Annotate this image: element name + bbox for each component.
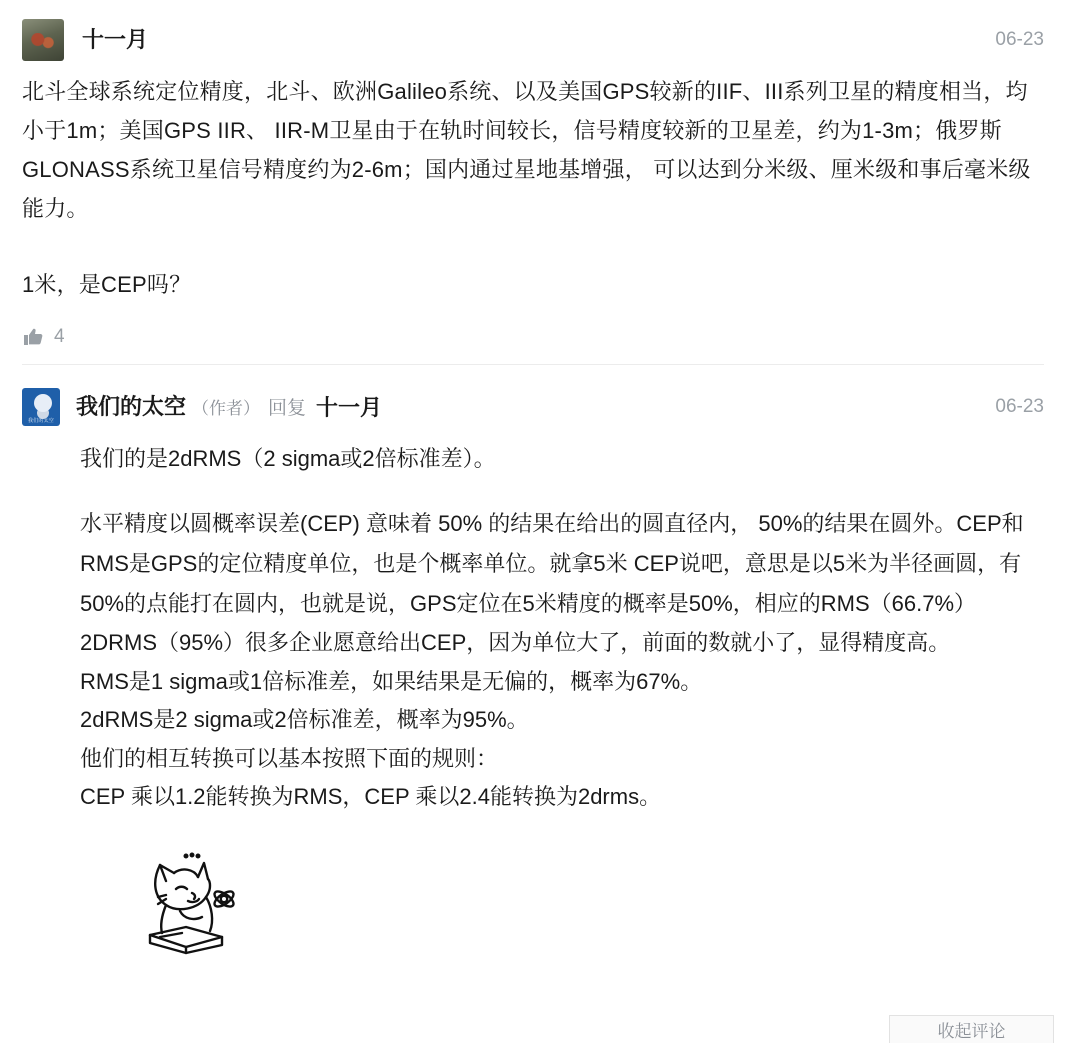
avatar[interactable]	[22, 388, 60, 426]
avatar[interactable]	[22, 19, 64, 61]
cat-reading-book-doodle	[136, 851, 256, 961]
comment-paragraph-2: 1米，是CEP吗？	[22, 271, 192, 297]
reply-paragraph-6: CEP 乘以1.2能转换为RMS，CEP 乘以2.4能转换为2drms。	[80, 784, 662, 810]
reply-target-name[interactable]: 十一月	[316, 395, 383, 421]
comment-paragraph-1: 北斗全球系统定位精度，北斗、欧洲Galileo系统、以及美国GPS较新的IIF、III系列卫星的精度相当，均小于1m；美国GPS IIR、 IIR-M卫星由于在轨时间较长，信号精度较新的卫星差，约为1-3m；俄罗斯GLONASS系统卫星信号精度约为2-6m；国内通过星地基增强， 可以达到分米级、厘米级和事后毫米级能力。	[22, 79, 1031, 222]
reply-label: 回复	[268, 398, 307, 420]
comment-date: 06-23	[995, 29, 1044, 50]
comment-author-name[interactable]: 十一月	[82, 27, 149, 52]
collapse-comments-button[interactable]	[889, 1015, 1054, 1043]
paragraph-spacer	[22, 229, 1044, 255]
reply-paragraph-1: 我们的是2dRMS（2 sigma或2倍标准差）。	[80, 445, 496, 471]
like-count: 4	[54, 325, 65, 347]
reply-date: 06-23	[995, 395, 1044, 417]
reply-header	[22, 387, 1044, 427]
author-badge: （作者）	[192, 399, 261, 419]
comment-block	[0, 0, 1080, 348]
like-row[interactable]	[22, 326, 1044, 348]
thumbs-up-icon[interactable]	[22, 327, 44, 347]
comment-header	[22, 18, 1044, 62]
reply-author-name[interactable]: 我们的太空	[76, 393, 187, 419]
reply-paragraph-5: 他们的相互转换可以基本按照下面的规则：	[80, 745, 499, 771]
paragraph-spacer	[80, 478, 1044, 504]
reply-paragraph-2: 水平精度以圆概率误差(CEP) 意味着 50% 的结果在给出的圆直径内， 50%的结果在圆外。CEP和RMS是GPS的定位精度单位，也是个概率单位。就拿5米 CEP说吧，意思是以5米为半径画圆，有50%的点能打在圆内，也就是说，GPS定位在5米精度的概率是50%，相应的RMS（66.7%）2DRMS（95%）很多企业愿意给出CEP，因为单位大了，前面的数就小了，显得精度高。	[80, 511, 1024, 656]
reply-paragraph-3: RMS是1 sigma或1倍标准差，如果结果是无偏的，概率为67%。	[80, 668, 703, 694]
collapse-comments-label: 收起评论	[937, 1022, 1006, 1041]
reply-paragraph-4: 2dRMS是2 sigma或2倍标准差，概率为95%。	[80, 707, 529, 733]
reply-block	[0, 365, 1080, 961]
